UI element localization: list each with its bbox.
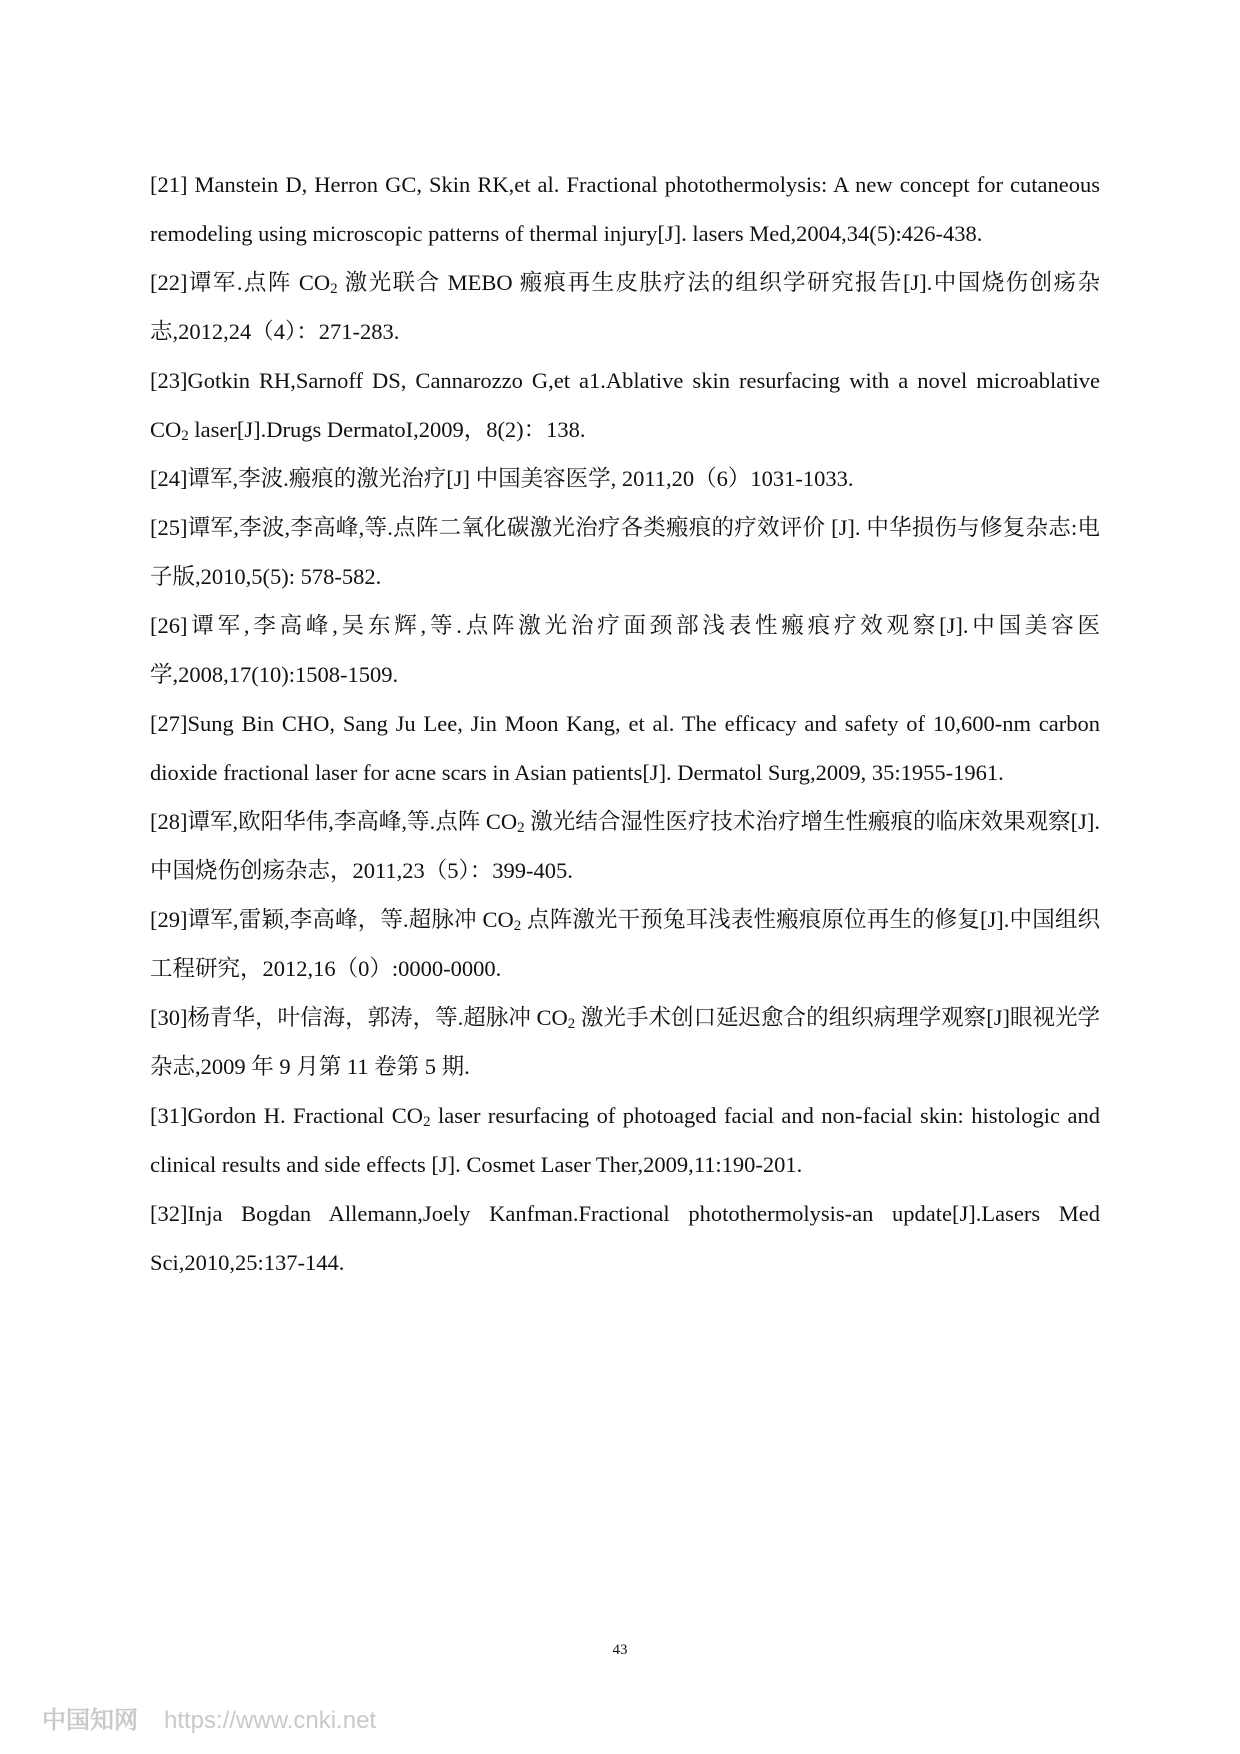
reference-text: [26]谭军,李高峰,吴东辉,等.点阵激光治疗面颈部浅表性瘢痕疗效观察[J].中国美容医学,2008,17(10):1508-1509. xyxy=(150,613,1100,687)
reference-item xyxy=(150,895,1100,993)
subscript-text: 2 xyxy=(181,428,189,444)
watermark-url: https://www.cnki.net xyxy=(164,1707,377,1734)
subscript-text: 2 xyxy=(423,1114,431,1130)
watermark-brand: 中国知网 xyxy=(42,1707,138,1734)
reference-text: [29]谭军,雷颖,李高峰，等.超脉冲 CO xyxy=(150,907,514,932)
page-number: 43 xyxy=(612,1642,628,1658)
subscript-text: 2 xyxy=(330,281,338,297)
reference-text: [23]Gotkin RH,Sarnoff DS, Cannarozzo G,et a1.Ablative skin resurfacing with a novel microablative CO xyxy=(150,368,1100,442)
reference-item xyxy=(150,601,1100,699)
reference-item xyxy=(150,503,1100,601)
cnki-watermark xyxy=(42,1700,376,1735)
reference-text: 激光手术创口延迟愈合的组织病理学观察[J]眼视光学杂志,2009 年 9 月第 11 卷第 5 期. xyxy=(150,1005,1100,1079)
reference-item xyxy=(150,797,1100,895)
reference-text: [31]Gordon H. Fractional CO xyxy=(150,1103,423,1128)
subscript-text: 2 xyxy=(567,1016,576,1032)
reference-item xyxy=(150,160,1100,258)
reference-text: [30]杨青华，叶信海，郭涛，等.超脉冲 CO xyxy=(150,1005,568,1030)
reference-text: [25]谭军,李波,李高峰,等.点阵二氧化碳激光治疗各类瘢痕的疗效评价 [J]. 中华损伤与修复杂志:电子版,2010,5(5): 578-582. xyxy=(150,515,1100,589)
subscript-text: 2 xyxy=(517,820,525,836)
reference-item xyxy=(150,356,1100,454)
reference-list xyxy=(150,160,1100,1287)
reference-item xyxy=(150,699,1100,797)
subscript-text: 2 xyxy=(513,918,522,934)
reference-text: 激光结合湿性医疗技术治疗增生性瘢痕的临床效果观察[J].中国烧伤创疡杂志，2011,23（5）：399-405. xyxy=(150,809,1100,883)
reference-item xyxy=(150,993,1100,1091)
reference-text: laser[J].Drugs DermatoI,2009，8(2)：138. xyxy=(188,417,586,442)
reference-text: [24]谭军,李波.瘢痕的激光治疗[J] 中国美容医学, 2011,20（6）1031-1033. xyxy=(150,466,854,491)
reference-item xyxy=(150,258,1100,356)
reference-text: [32]Inja Bogdan Allemann,Joely Kanfman.Fractional photothermolysis-an update[J].Lasers Med Sci,2010,25:137-144. xyxy=(150,1201,1100,1275)
reference-item xyxy=(150,1091,1100,1189)
reference-text: [28]谭军,欧阳华伟,李高峰,等.点阵 CO xyxy=(150,809,518,834)
reference-item xyxy=(150,454,1100,503)
reference-item xyxy=(150,1189,1100,1287)
reference-text: 激光联合 MEBO 瘢痕再生皮肤疗法的组织学研究报告[J].中国烧伤创疡杂志,2012,24（4）：271-283. xyxy=(150,270,1101,344)
reference-text: 点阵激光干预兔耳浅表性瘢痕原位再生的修复[J].中国组织工程研究，2012,16（0）:0000-0000. xyxy=(150,907,1100,981)
reference-text: [21] Manstein D, Herron GC, Skin RK,et al. Fractional photothermolysis: A new concept for cutaneous remodeling using microscopic patterns of thermal injury[J]. lasers Med,2004,34(5):426-438. xyxy=(150,172,1100,246)
reference-text: [22]谭军.点阵 CO xyxy=(150,270,331,295)
reference-text: laser resurfacing of photoaged facial and non-facial skin: histologic and clinical results and side effects [J]. Cosmet Laser Ther,2009,11:190-201. xyxy=(150,1103,1100,1177)
reference-text: [27]Sung Bin CHO, Sang Ju Lee, Jin Moon Kang, et al. The efficacy and safety of 10,600-nm carbon dioxide fractional laser for acne scars in Asian patients[J]. Dermatol Surg,2009, 35:1955-1961. xyxy=(150,711,1100,785)
